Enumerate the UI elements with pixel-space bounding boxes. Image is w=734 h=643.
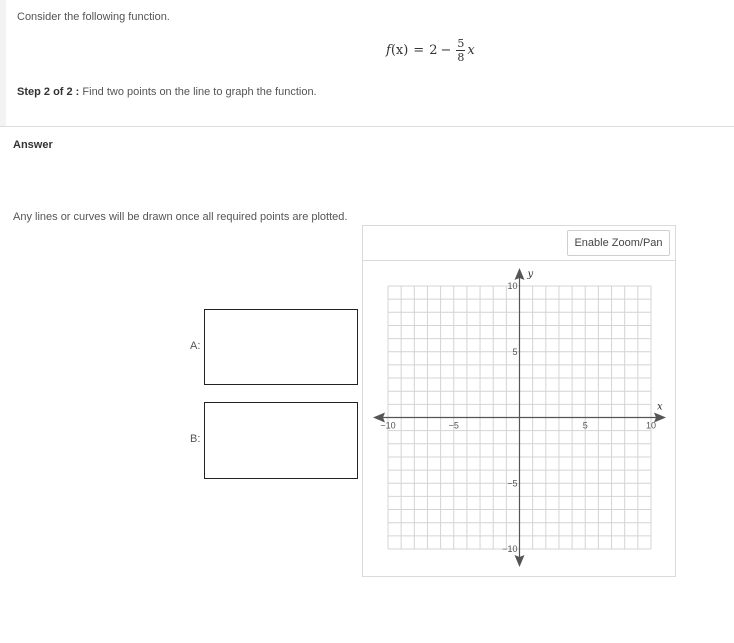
y-tick-label: 10 (507, 281, 518, 291)
y-axis-label: y (527, 269, 534, 280)
x-tick-label: −10 (380, 420, 396, 431)
x-tick-label: 5 (582, 420, 588, 431)
formula-function-name: f (386, 43, 391, 58)
graph-panel (362, 225, 676, 577)
formula-minus: − (440, 43, 452, 58)
formula-equals: = (413, 43, 425, 58)
coordinate-graph[interactable] (363, 262, 675, 577)
step-label: Step 2 of 2 : (17, 86, 80, 98)
point-b-label: B: (190, 433, 201, 445)
y-tick-label: 5 (512, 346, 518, 357)
formula-denominator: 8 (457, 51, 465, 64)
x-axis-label: x (657, 401, 663, 413)
y-tick-label: −10 (502, 544, 518, 554)
point-a-input[interactable] (204, 309, 358, 385)
formula-fraction (456, 38, 465, 63)
formula-numerator: 5 (457, 37, 465, 50)
step-text: Find two points on the line to graph the function. (82, 86, 317, 98)
question-side-rule (0, 0, 6, 126)
point-a-label: A: (190, 340, 201, 352)
function-formula (386, 38, 475, 63)
question-intro: Consider the following function. (17, 11, 170, 23)
answer-heading: Answer (13, 139, 53, 151)
x-tick-label: −5 (448, 420, 459, 431)
section-divider (0, 126, 734, 127)
plot-note: Any lines or curves will be drawn once all required points are plotted. (13, 211, 348, 223)
formula-function-arg: (x) (390, 43, 409, 58)
formula-constant: 2 (429, 43, 438, 58)
enable-zoom-pan-button[interactable]: Enable Zoom/Pan (567, 230, 670, 256)
point-b-input[interactable] (204, 402, 358, 479)
formula-variable: x (467, 43, 475, 58)
x-tick-label: 10 (645, 420, 657, 431)
step-instruction (17, 86, 317, 98)
y-tick-label: −5 (507, 478, 518, 489)
graph-toolbar (363, 226, 675, 261)
